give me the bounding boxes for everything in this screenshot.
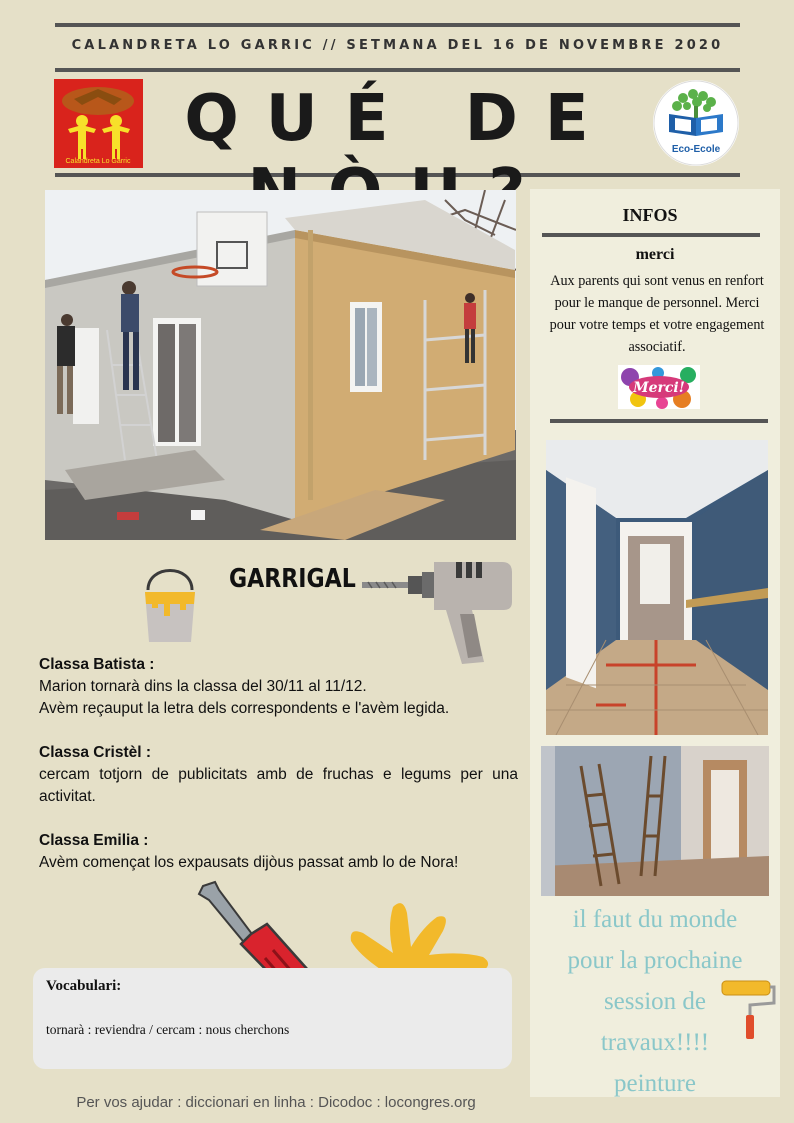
header-rule-top	[55, 23, 740, 27]
slogan-line-1: il faut du monde	[572, 906, 738, 933]
paint-roller-icon	[720, 975, 776, 1041]
class-emilia-heading: Classa Emilia :	[39, 832, 149, 849]
drill-icon	[362, 560, 512, 666]
merci-text: Aux parents qui sont venus en renfort pour le manque de personnel. Merci pour votre temps et votre engagement associatif.	[549, 273, 765, 355]
header-rule-middle	[55, 68, 740, 72]
class-emilia-line-1: Avèm començat los expausats dijòus passat amb lo de Nora!	[39, 854, 459, 871]
vocabulary-title: Vocabulari:	[46, 978, 122, 994]
school-building-photo	[45, 190, 516, 540]
eco-ecole-logo-icon	[653, 80, 739, 166]
infos-bottom-rule	[550, 419, 768, 423]
infos-sidebar	[530, 189, 780, 1097]
works-room-photo	[541, 746, 769, 896]
class-cristel-heading: Classa Cristèl :	[39, 744, 151, 761]
class-cristel-line-1: cercam totjorn de publicitats amb de fruchas e legums per una activitat.	[39, 766, 518, 805]
vocabulary-text: tornarà : reviendra / cercam : nous cherchons	[46, 1022, 290, 1037]
footer-dictionary-note: Per vos ajudar : diccionari en linha : Dicodoc : locongres.org	[76, 1094, 476, 1111]
school-logo	[54, 79, 143, 168]
hallway-photo	[546, 440, 768, 735]
vocabulary-box	[33, 968, 512, 1069]
slogan-line-3: session de	[603, 988, 707, 1015]
paint-bucket-icon	[140, 560, 200, 646]
section-title: GARRIGAL	[229, 564, 356, 594]
infos-title: INFOS	[622, 205, 678, 225]
slogan-line-5: peinture	[614, 1070, 696, 1097]
eco-ecole-label: Eco-Ecole	[671, 144, 721, 155]
merci-title: merci	[635, 246, 675, 263]
infos-rule	[542, 233, 760, 237]
class-emilia	[39, 830, 518, 874]
slogan-line-2: pour la prochaine	[567, 947, 743, 974]
school-logo-text: Calandreta Lo Garric	[65, 158, 131, 165]
class-batista-line-2: Avèm reçauput la letra dels correspondents e l'avèm legida.	[39, 700, 450, 717]
header-school-week: CALANDRETA LO GARRIC // SETMANA DEL 16 DE NOVEMBRE 2020	[71, 38, 724, 53]
class-batista-heading: Classa Batista :	[39, 656, 155, 673]
merci-badge-image	[618, 365, 700, 409]
class-cristel	[39, 742, 518, 808]
class-batista	[39, 654, 518, 720]
slogan-line-4: travaux!!!!	[600, 1029, 710, 1056]
class-batista-line-1: Marion tornarà dins la classa del 30/11 al 11/12.	[39, 678, 367, 695]
merci-badge-text: Merci!	[633, 380, 685, 396]
page-title: QUÉ DE	[184, 82, 616, 156]
